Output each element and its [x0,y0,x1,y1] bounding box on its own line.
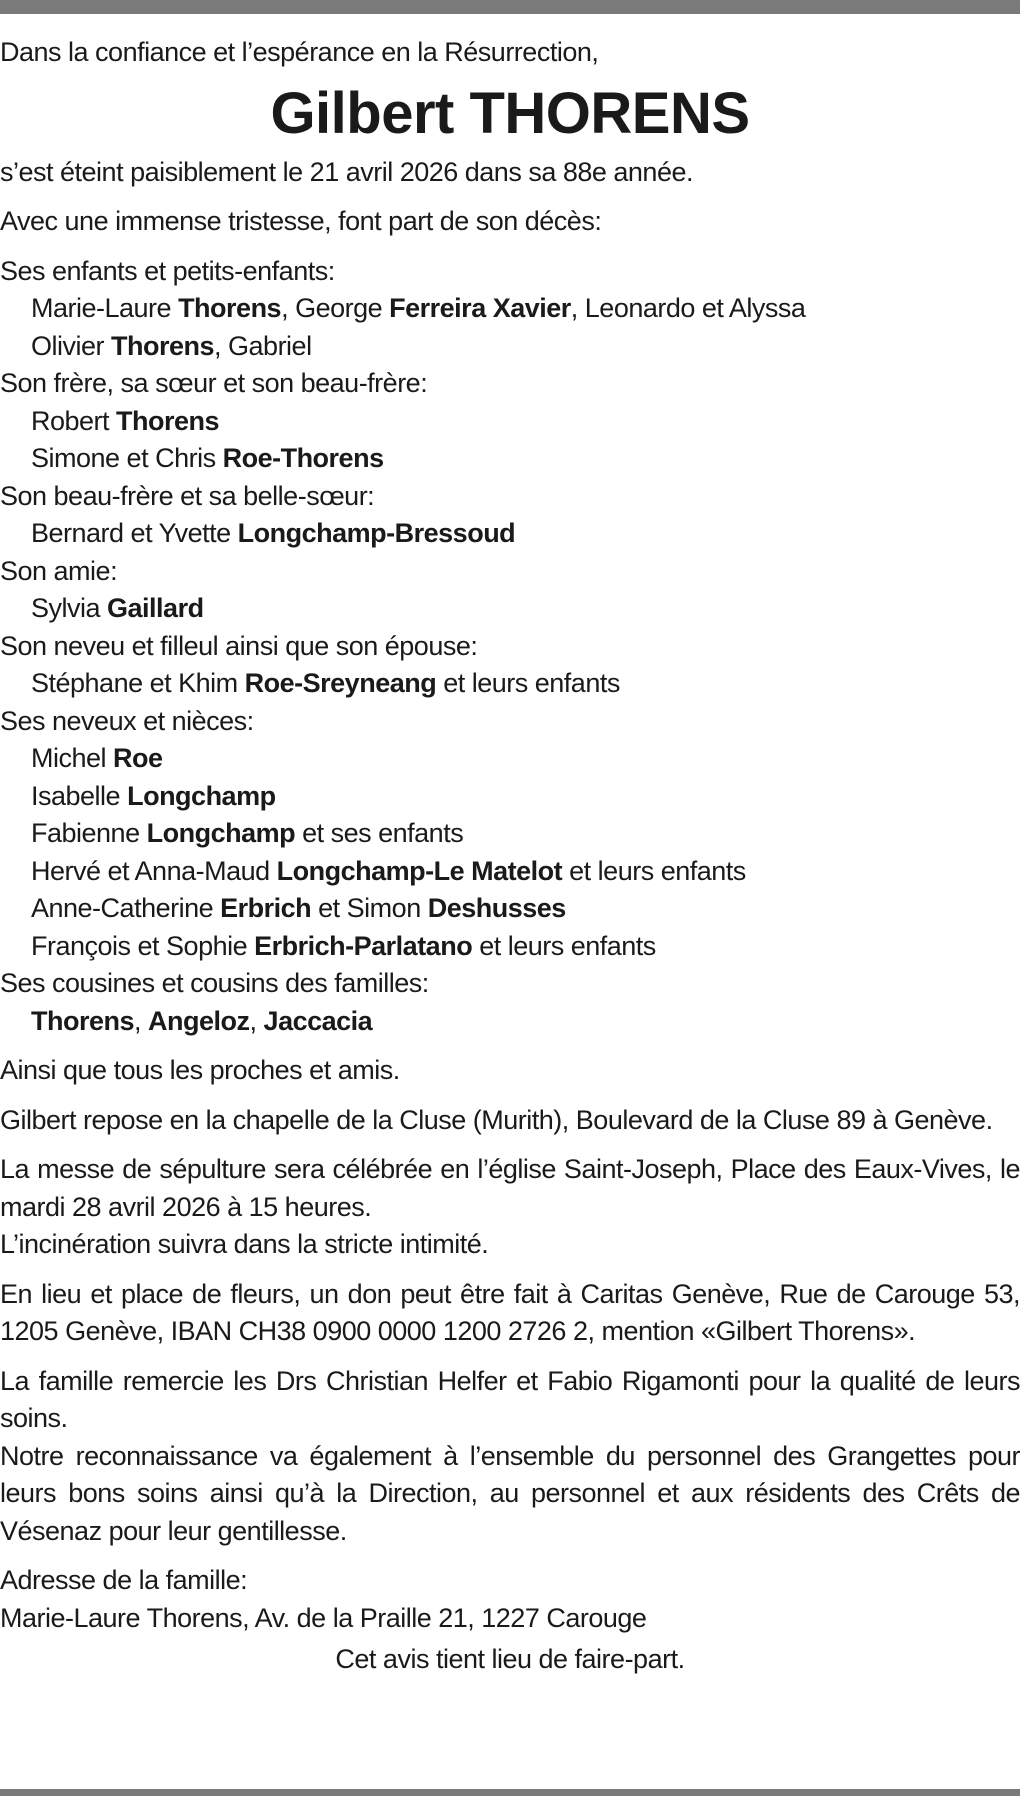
family-group-heading: Ses cousines et cousins des familles: [0,968,429,998]
family-group [0,628,1020,703]
family-surname: Angeloz [148,1005,250,1036]
family-member-entry [0,778,1020,816]
family-text: et leurs enfants [562,855,746,886]
family-member-entry [0,740,1020,778]
obituary-notice [0,34,1020,1679]
family-text: et Simon [311,893,428,923]
family-group [0,965,1020,1040]
family-member-entry [0,853,1020,891]
family-member-entry [0,590,1020,628]
family-text: et leurs enfants [436,668,620,698]
family-group-heading: Ses neveux et nièces: [0,705,254,736]
cremation-line: L’incinération suivra dans la stricte intimité. [0,1229,489,1259]
family-surname: Ferreira Xavier [389,293,571,323]
family-member-entry [0,928,1020,966]
family-text: , George [281,293,390,323]
family-member-entry [0,665,1020,703]
family-member-entry [0,890,1020,928]
family-surname: Gaillard [107,593,204,623]
family-surname: Roe [113,743,163,773]
family-member-entry [0,328,1020,366]
family-text: et leurs enfants [472,930,656,961]
family-surname: Thorens [178,293,282,323]
family-surname: Longchamp [146,818,296,848]
family-group [0,478,1020,553]
family-text: Marie-Laure [31,293,179,323]
announcement-line: Avec une immense tristesse, font part de son décès: [0,206,602,236]
family-text: , Gabriel [214,330,312,361]
family-text: Hervé et Anna-Maud [31,855,277,886]
family-surname: Longchamp [127,780,276,811]
family-text: , [249,1005,264,1036]
family-text: Olivier [31,330,112,361]
family-group [0,553,1020,628]
family-text: Michel [31,743,114,773]
thanks-doctors-paragraph: La famille remercie les Drs Christian Helfer et Fabio Rigamonti pour la qualité de leurs soins. [0,1365,1020,1433]
family-text: Isabelle [31,780,128,811]
family-surname: Longchamp-Le Matelot [276,855,563,886]
family-text: Bernard et Yvette [31,518,238,548]
family-member-entry [0,815,1020,853]
family-member-entry [0,403,1020,441]
family-surname: Longchamp-Bressoud [237,518,516,548]
family-group-heading: Son frère, sa sœur et son beau-frère: [0,368,428,398]
address-label: Adresse de la famille: [0,1565,248,1595]
family-group [0,703,1020,966]
death-line: s’est éteint paisiblement le 21 avril 2026 dans sa 88e année. [0,156,693,187]
family-member-entry [0,515,1020,553]
intro-line: Dans la confiance et l’espérance en la Résurrection, [0,37,599,67]
family-group-heading: Son amie: [0,555,118,586]
family-member-entry [0,290,1020,328]
family-surname: Thorens [111,330,215,361]
family-text: Robert [31,405,117,436]
relatives-line: Ainsi que tous les proches et amis. [0,1055,400,1085]
deceased-name: Gilbert THORENS [270,80,750,146]
family-surname: Jaccacia [263,1005,373,1036]
family-surname: Erbrich [220,893,312,923]
family-group-heading: Ses enfants et petits-enfants: [0,255,335,286]
family-list [0,253,1020,1041]
family-surname: Thorens [31,1005,135,1036]
family-text: , Leonardo et Alyssa [570,293,806,323]
bottom-border [0,1789,1020,1796]
thanks-staff-paragraph: Notre reconnaissance va également à l’ensemble du personnel des Grangettes pour leurs bons soins ainsi qu’à la Direction, au personnel et aux résidents des Crêts de Vésenaz pour leur gentillesse. [0,1440,1020,1546]
family-member-entry [0,1003,1020,1041]
family-group [0,365,1020,478]
family-text: Sylvia [31,593,108,623]
family-group-heading: Son neveu et filleul ainsi que son épouse: [0,630,478,661]
donation-paragraph: En lieu et place de fleurs, un don peut être fait à Caritas Genève, Rue de Carouge 53, 1205 Genève, IBAN CH38 0900 0000 1200 2726 2, mention «Gilbert Thorens». [0,1278,1020,1346]
family-surname: Roe-Thorens [222,443,384,473]
closing-line: Cet avis tient lieu de faire-part. [335,1644,685,1674]
family-surname: Deshusses [427,893,566,923]
family-group [0,253,1020,366]
top-border [0,0,1020,14]
family-group-heading: Son beau-frère et sa belle-sœur: [0,480,375,511]
family-surname: Thorens [116,405,220,436]
family-text: Stéphane et Khim [31,668,245,698]
family-address: Marie-Laure Thorens, Av. de la Praille 21, 1227 Carouge [0,1602,647,1633]
family-surname: Erbrich-Parlatano [254,930,473,961]
viewing-paragraph: Gilbert repose en la chapelle de la Cluse (Murith), Boulevard de la Cluse 89 à Genève. [0,1104,993,1135]
family-text: , [134,1005,149,1036]
mass-paragraph: La messe de sépulture sera célébrée en l’église Saint-Joseph, Place des Eaux-Vives, le mardi 28 avril 2026 à 15 heures. [0,1154,1020,1222]
family-text: François et Sophie [31,930,255,961]
family-text: Simone et Chris [31,443,223,473]
family-member-entry [0,440,1020,478]
family-text: et ses enfants [295,818,464,848]
family-text: Anne-Catherine [31,893,221,923]
family-text: Fabienne [31,818,147,848]
family-surname: Roe-Sreyneang [244,668,437,698]
